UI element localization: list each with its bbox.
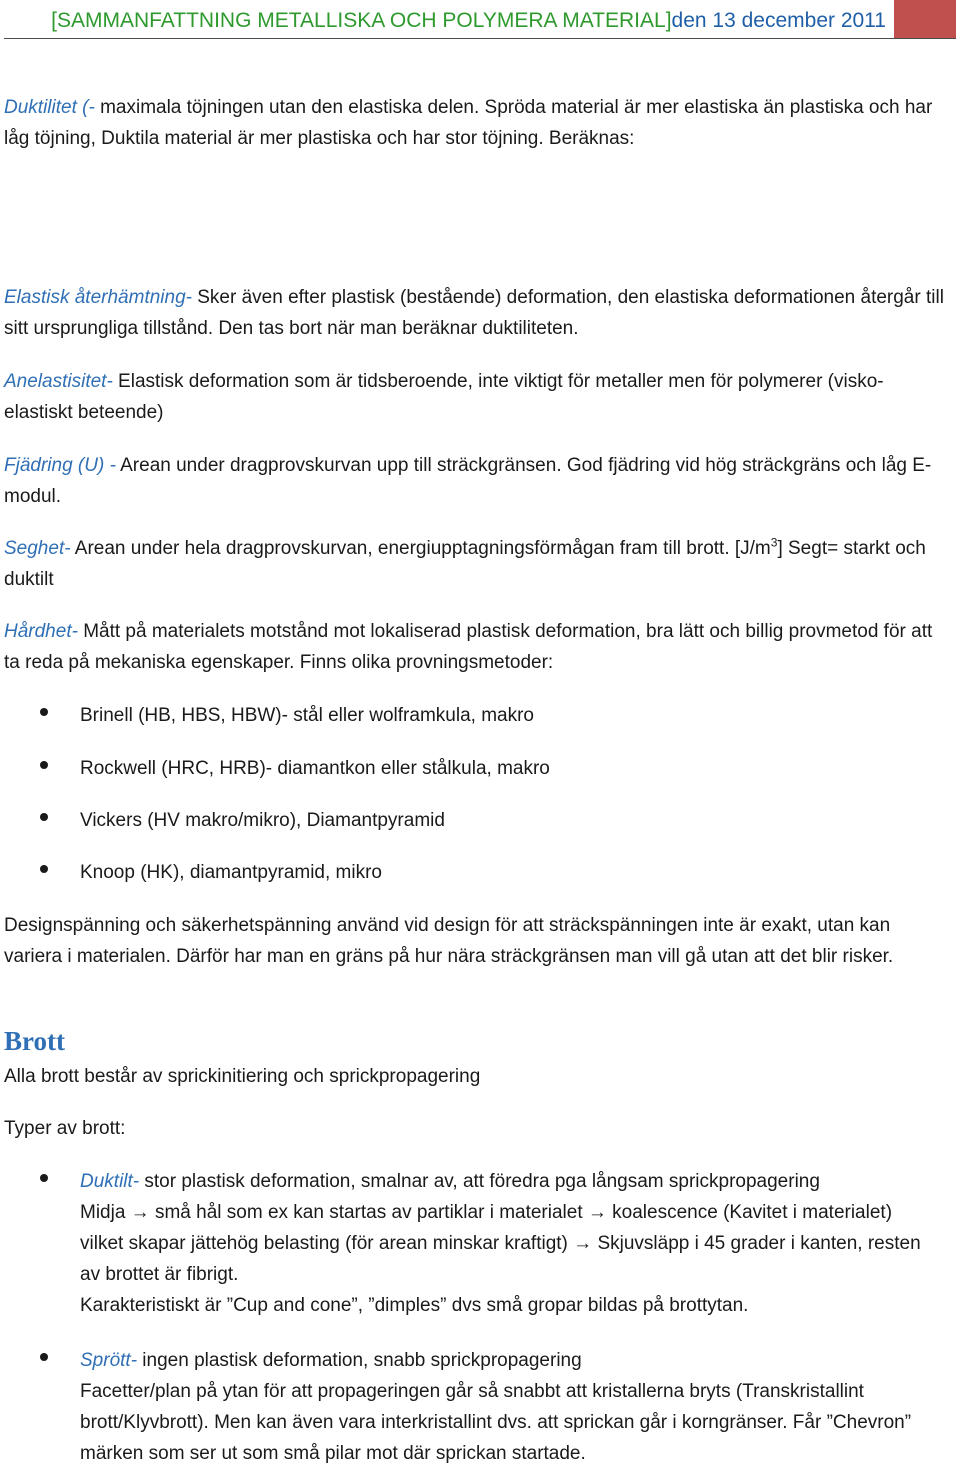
header-title: SAMMANFATTNING METALLISKA OCH POLYMERA MATERIAL bbox=[56, 9, 666, 32]
list-item-knoop: Knoop (HK), diamantpyramid, mikro bbox=[80, 862, 382, 883]
list-item-vickers: Vickers (HV makro/mikro), Diamantpyramid bbox=[80, 810, 445, 831]
term-fjadring: Fjädring (U) - bbox=[4, 455, 116, 476]
duktilt-line-2: Midja → små hål som ex kan startas av partiklar i materialet → koalescence (Kavitet i materialet) vilket skapar jättehög belasting (för arean minskar kraftigt) → Skjuvsläpp i 45 grader i kanten, resten av brottet är fibrigt. bbox=[80, 1202, 921, 1285]
list-item-sprott bbox=[80, 1345, 940, 1469]
paragraph-design: Designspänning och säkerhetspänning använd vid design för att sträckspänningen inte är exakt, utan kan variera i materialen. Därför har man en gräns på hur nära sträckgränsen man vill gå utan att det blir risker. bbox=[4, 915, 894, 967]
bullet-marker bbox=[40, 1174, 48, 1182]
paragraph-fjadring bbox=[4, 450, 948, 512]
header-date: den 13 december 2011 bbox=[671, 9, 886, 32]
paragraph-anelasticitet bbox=[4, 366, 948, 428]
text-fjadring: Arean under dragprovskurvan upp till sträckgränsen. God fjädring vid hög sträckgräns och låg E-modul. bbox=[4, 455, 932, 507]
duktilt-line-1 bbox=[80, 1166, 940, 1197]
header-text bbox=[51, 9, 886, 33]
paragraph-brott-intro: Alla brott består av sprickinitiering och sprickpropagering bbox=[4, 1066, 481, 1087]
term-anelasticitet: Anelastisitet- bbox=[4, 371, 113, 392]
list-item-rockwell: Rockwell (HRC, HRB)- diamantkon eller stålkula, makro bbox=[80, 758, 550, 779]
paragraph-hardhet bbox=[4, 616, 948, 678]
bullet-marker bbox=[40, 865, 48, 873]
term-duktilitet: Duktilitet (- bbox=[4, 97, 95, 118]
paragraph-typer-av-brott: Typer av brott: bbox=[4, 1118, 126, 1139]
page-header bbox=[4, 0, 956, 39]
bullet-marker bbox=[40, 1353, 48, 1361]
text-elastisk: Sker även efter plastisk (bestående) deformation, den elastiska deformationen återgår till sitt ursprungliga tillstånd. Den tas bort när man beräknar duktiliteten. bbox=[4, 287, 944, 339]
bullet-marker bbox=[40, 761, 48, 769]
term-hardhet: Hårdhet- bbox=[4, 621, 78, 642]
text-duktilitet: maximala töjningen utan den elastiska delen. Spröda material är mer elastiska än plastiska och har låg töjning, Duktila material är mer plastiska och har stor töjning. Beräknas: bbox=[4, 97, 933, 149]
paragraph-seghet bbox=[4, 533, 948, 595]
section-heading-brott: Brott bbox=[4, 1026, 65, 1056]
text-hardhet: Mått på materialets motstånd mot lokaliserad plastisk deformation, bra lätt och billig provmetod för att ta reda på mekaniska egenskaper. Finns olika provningsmetoder: bbox=[4, 621, 933, 673]
superscript-3: 3 bbox=[770, 535, 778, 550]
header-accent-box bbox=[894, 0, 956, 38]
bullet-marker bbox=[40, 813, 48, 821]
term-duktilt: Duktilt- bbox=[80, 1171, 140, 1192]
list-item-brinell: Brinell (HB, HBS, HBW)- stål eller wolframkula, makro bbox=[80, 705, 534, 726]
paragraph-duktilitet bbox=[4, 92, 948, 154]
list-item-duktilt bbox=[80, 1166, 940, 1321]
term-seghet: Seghet- bbox=[4, 538, 71, 559]
paragraph-elastisk-aterhamtning bbox=[4, 282, 948, 344]
term-elastisk: Elastisk återhämtning- bbox=[4, 287, 192, 308]
text-seghet-b: ] Segt= starkt och duktilt bbox=[4, 538, 926, 590]
bullet-marker bbox=[40, 708, 48, 716]
text-seghet-a: Arean under hela dragprovskurvan, energiupptagningsförmågan fram till brott. [J/m bbox=[70, 538, 771, 559]
text-sprott-1: ingen plastisk deformation, snabb sprickpropagering bbox=[137, 1350, 582, 1371]
term-sprott: Sprött- bbox=[80, 1350, 138, 1371]
header-bracket-open: [ bbox=[51, 9, 57, 32]
duktilt-line-3: Karakteristiskt är ”Cup and cone”, ”dimples” dvs små gropar bildas på brottytan. bbox=[80, 1295, 749, 1316]
text-duktilt-1: stor plastisk deformation, smalnar av, att föredra pga långsam sprickpropagering bbox=[139, 1171, 820, 1192]
sprott-line-2: Facetter/plan på ytan för att propageringen går så snabbt att kristallerna bryts (Transkristallint brott/Klyvbrott). Men kan även vara interkristallint dvs. att sprickan går i korngränser. Får ”Chevron” märken som ser ut som små pilar mot där sprickan startade. bbox=[80, 1381, 912, 1464]
text-anelasticitet: Elastisk deformation som är tidsberoende, inte viktigt för metaller men för polymerer (visko-elastiskt beteende) bbox=[4, 371, 884, 423]
sprott-line-1 bbox=[80, 1345, 940, 1376]
header-bracket-close: ] bbox=[665, 9, 672, 32]
